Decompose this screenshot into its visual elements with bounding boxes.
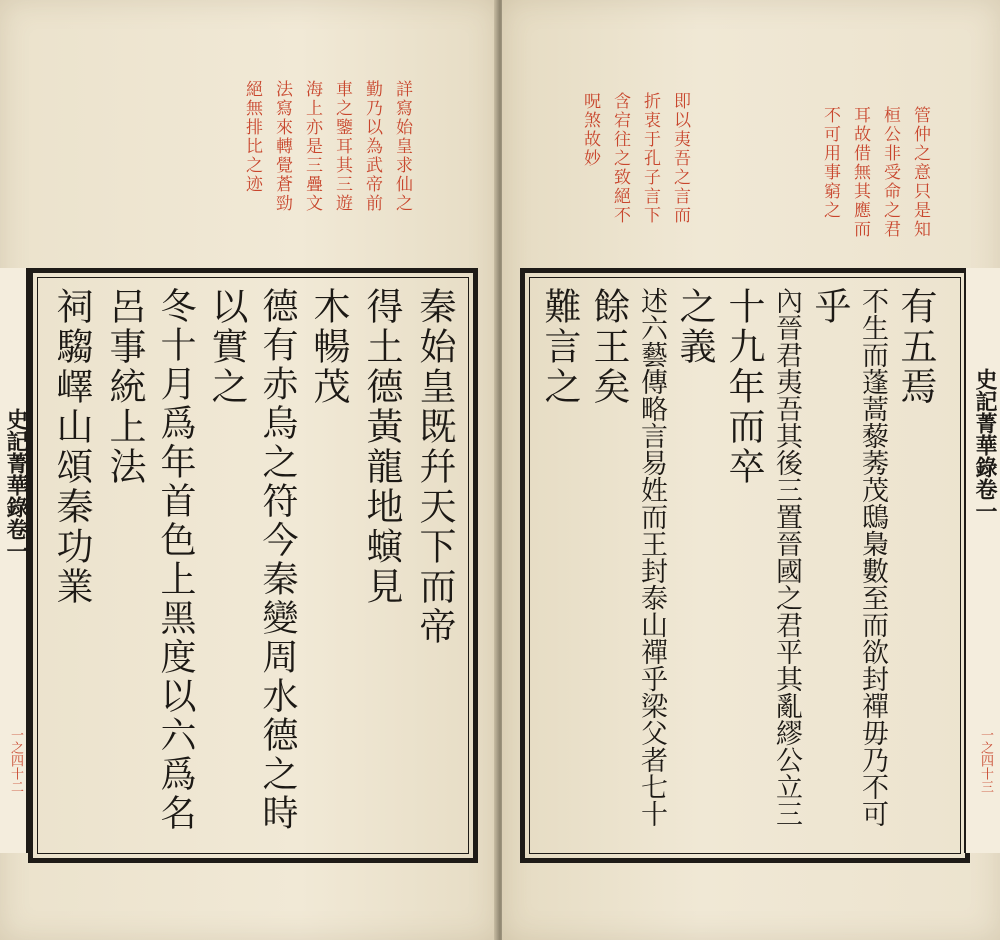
text-column: 冬十月爲年首色上黑度以六爲名 [155, 287, 196, 833]
text-column: 述六藝傳略言易姓而王封泰山禪乎梁父者七十 [636, 287, 667, 827]
left-fold-edge [0, 268, 28, 853]
text-column: 秦始皇既幷天下而帝 [413, 287, 456, 647]
annotation-line: 耳故借無其應而 [850, 106, 870, 239]
text-column: 木暢茂 [307, 287, 350, 407]
right-fold-edge [964, 268, 1000, 853]
right-text-columns [539, 287, 935, 827]
text-column: 難言之 [538, 287, 581, 407]
page-number: 一之四十三 [978, 728, 993, 793]
annotation-line: 桓公非受命之君 [880, 106, 900, 239]
left-annotation [242, 80, 412, 213]
annotation-line: 絕無排比之迹 [242, 80, 262, 194]
annotation-line: 含宕往之致絕不 [610, 92, 630, 225]
text-column: 得土德黃龍地螾見 [360, 287, 403, 607]
side-label: 史記菁華錄卷一 [972, 368, 998, 522]
text-column: 呂事統上法 [103, 287, 146, 487]
text-column: 以實之 [205, 287, 248, 407]
annotation-line: 不可用事窮之 [820, 106, 840, 220]
text-column: 德有赤烏之符今秦變周水德之時 [257, 287, 298, 833]
annotation-line: 法寫來轉覺蒼勁 [272, 80, 292, 213]
text-column: 有五焉 [894, 287, 937, 407]
text-column: 乎 [808, 287, 851, 327]
annotation-line: 即以夷吾之言而 [670, 92, 690, 225]
annotation-line: 海上亦是三疊文 [302, 80, 322, 213]
text-column: 祠騶嶧山頌秦功業 [50, 287, 93, 607]
text-column: 不生而蓬蒿藜莠茂鴟梟數至而欲封禪毋乃不可 [857, 287, 888, 827]
page-number: 一之四十二 [8, 728, 23, 793]
annotation-line: 詳寫始皇求仙之 [392, 80, 412, 213]
right-annotation-a [820, 106, 930, 239]
text-column: 之義 [673, 287, 716, 367]
annotation-line: 折衷于孔子言下 [640, 92, 660, 225]
annotation-line: 管仲之意只是知 [910, 106, 930, 239]
left-text-frame [28, 268, 478, 863]
right-page [502, 0, 1000, 940]
left-text-columns [51, 287, 454, 833]
side-label: 史記菁華錄卷一 [3, 408, 29, 562]
annotation-line: 勤乃以為武帝前 [362, 80, 382, 213]
text-column: 餘王矣 [587, 287, 630, 407]
text-column: 十九年而卒 [722, 287, 765, 487]
text-column: 內晉君夷吾其後三置晉國之君平其亂繆公立三 [771, 287, 802, 827]
right-annotation-b [580, 92, 690, 225]
left-page [0, 0, 498, 940]
annotation-line: 車之鑒耳其三遊 [332, 80, 352, 213]
annotation-line: 呪煞故妙 [580, 92, 600, 168]
right-text-frame [520, 268, 970, 863]
